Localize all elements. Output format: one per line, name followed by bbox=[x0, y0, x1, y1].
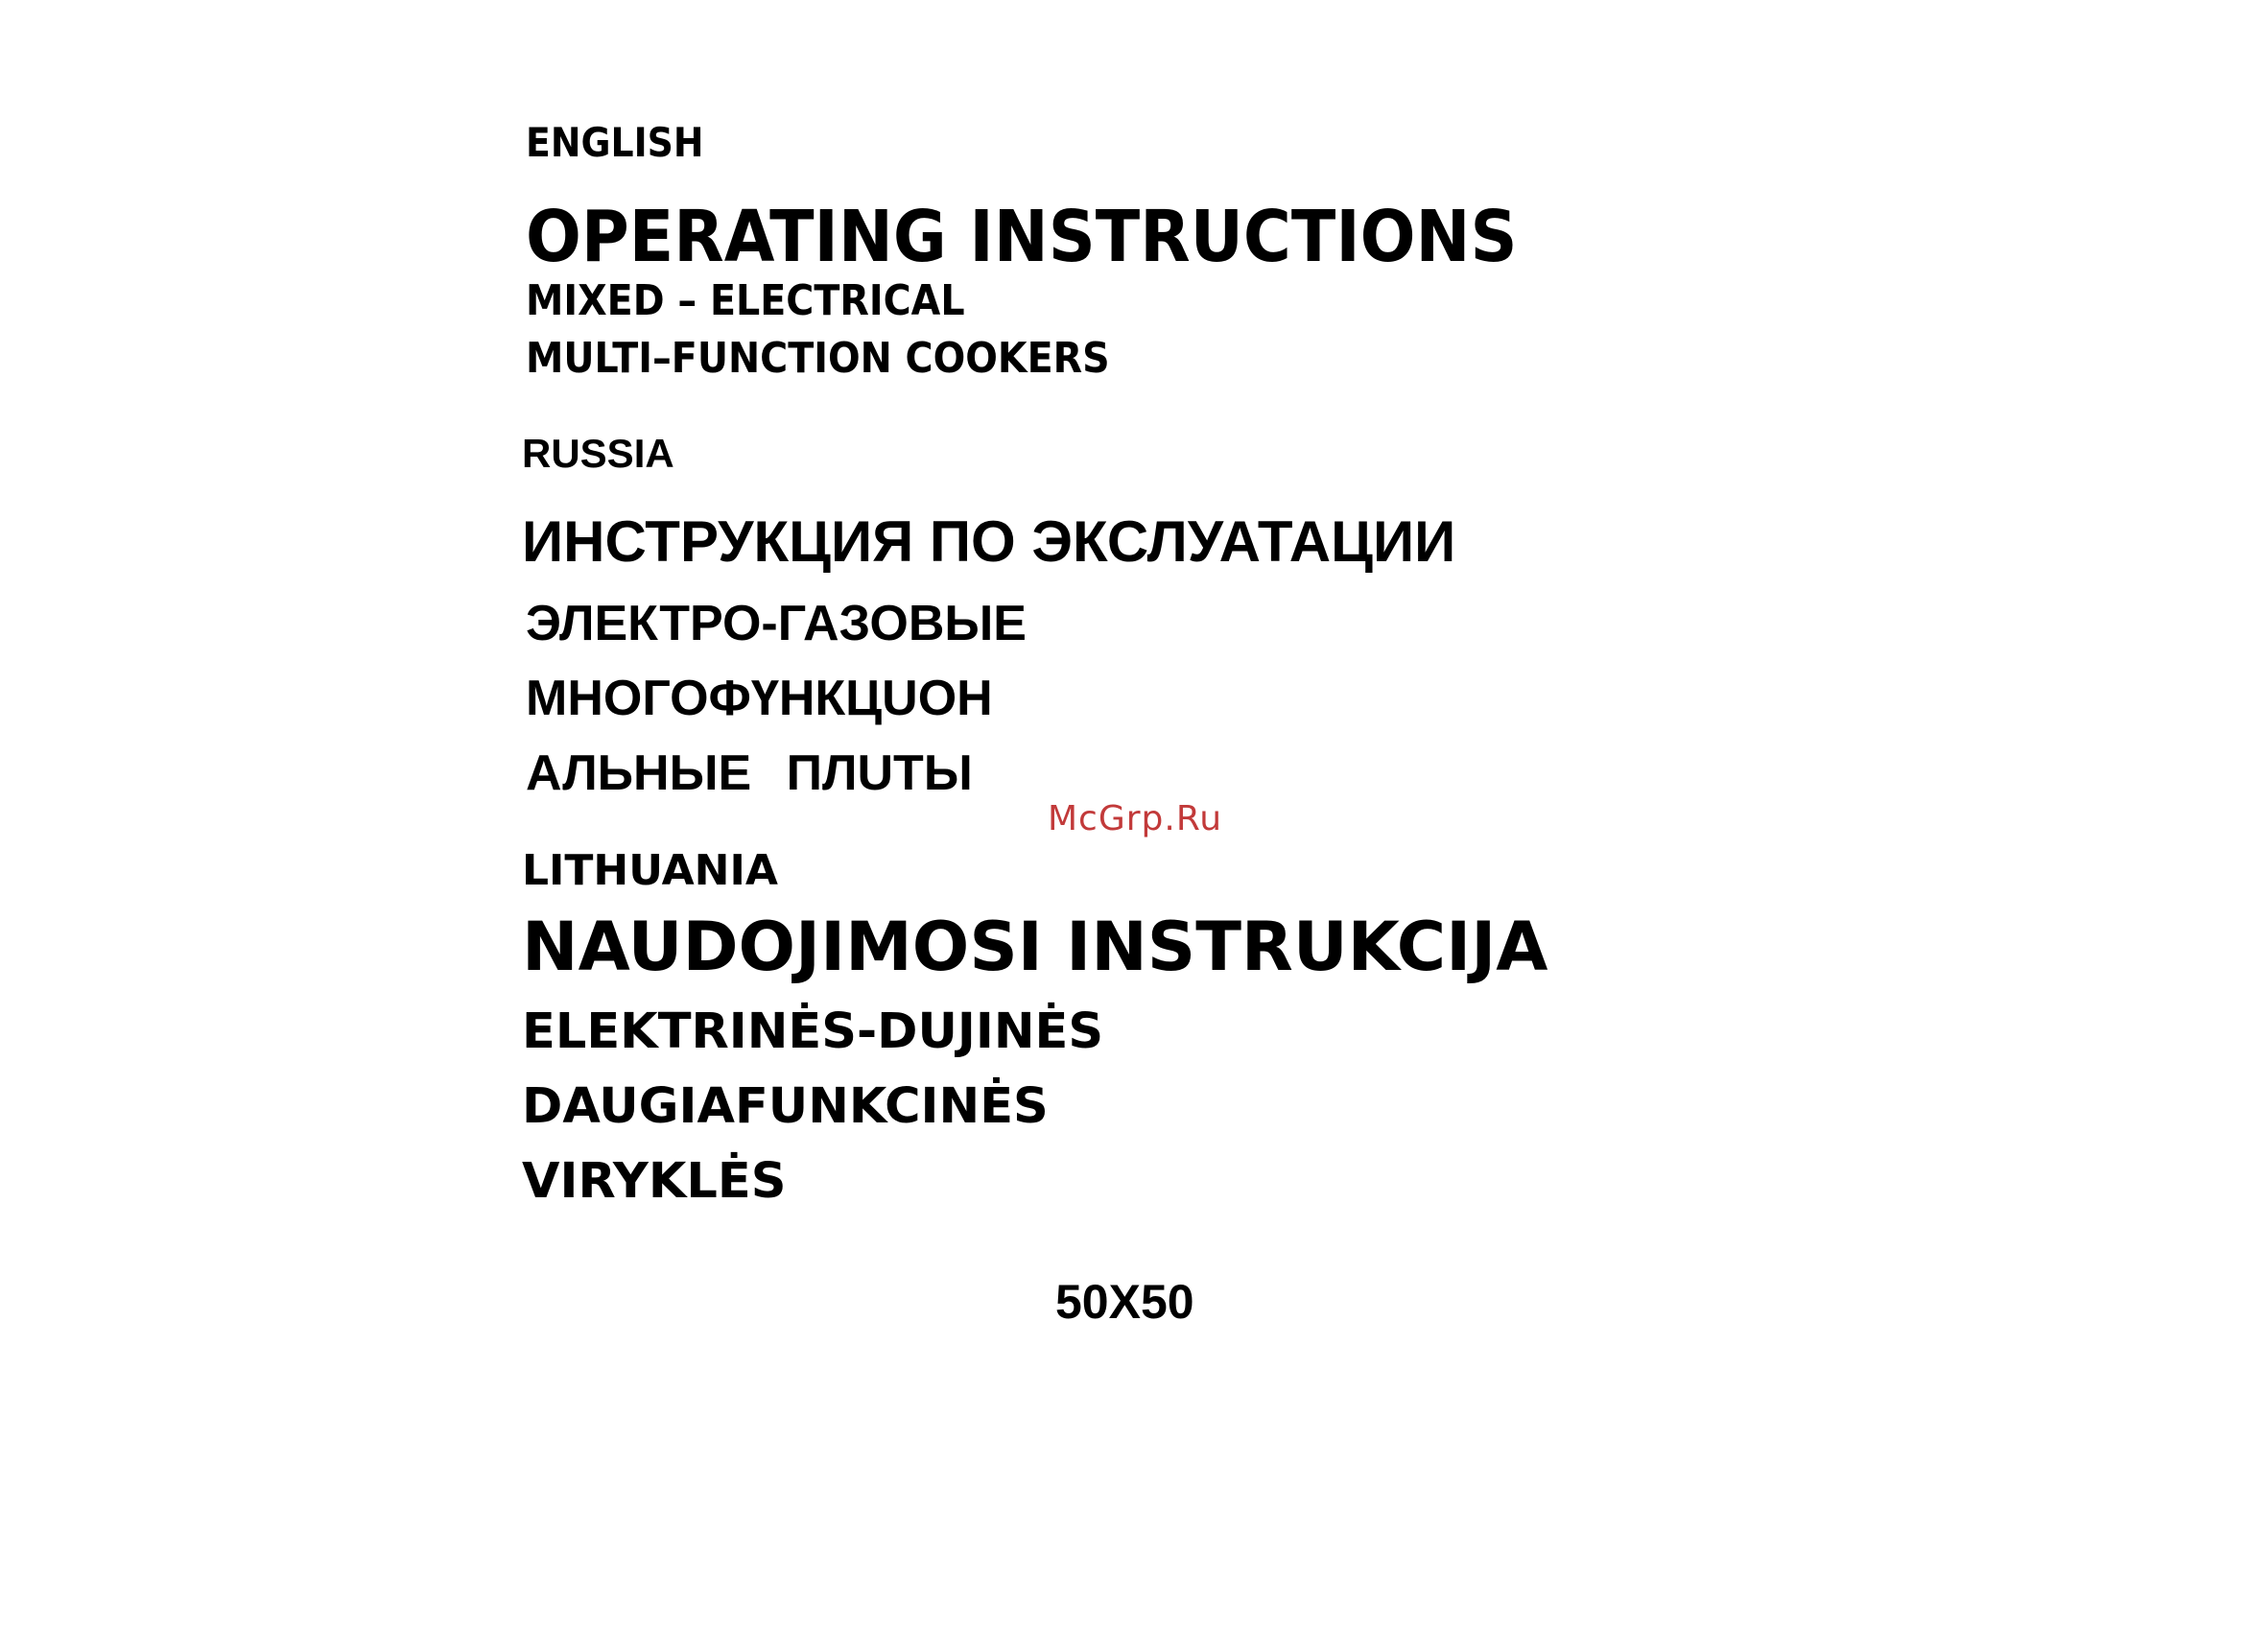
model-number: 50X50 bbox=[1055, 1275, 1194, 1329]
english-subtitle-line-1: MIXED – ELECTRICAL bbox=[526, 276, 965, 325]
lithuanian-subtitle-line-1: ELEKTRINĖS-DUJINĖS bbox=[522, 1003, 1104, 1060]
lithuanian-subtitle-line-3: VIRYKLĖS bbox=[522, 1153, 787, 1210]
russian-title: ИНСТРУКЦИЯ ПО ЭКСЛУАТАЦИИ bbox=[522, 509, 1456, 574]
english-title: OPERATING INSTRUCTIONS bbox=[526, 196, 1518, 278]
russian-language-label: RUSSIA bbox=[522, 431, 674, 476]
lithuanian-subtitle-line-2: DAUGIAFUNKCINĖS bbox=[522, 1078, 1049, 1135]
english-subtitle-line-2: MULTI–FUNCTION COOKERS bbox=[526, 334, 1110, 383]
russian-subtitle-line-2: МНОГОФҮНКЦUОН bbox=[526, 671, 993, 726]
watermark-text: McGrp.Ru bbox=[1048, 799, 1223, 838]
russian-subtitle-line-1: ЭЛЕКТРО-ГАЗОВЫЕ bbox=[526, 596, 1027, 651]
english-language-label: ENGLISH bbox=[526, 119, 704, 166]
lithuanian-language-label: LITHUANIA bbox=[522, 846, 778, 895]
russian-subtitle-line-3: АЛЬНЫЕ ПЛUТЫ bbox=[526, 745, 973, 801]
lithuanian-title: NAUDOJIMOSI INSTRUKCIJA bbox=[522, 908, 1548, 986]
